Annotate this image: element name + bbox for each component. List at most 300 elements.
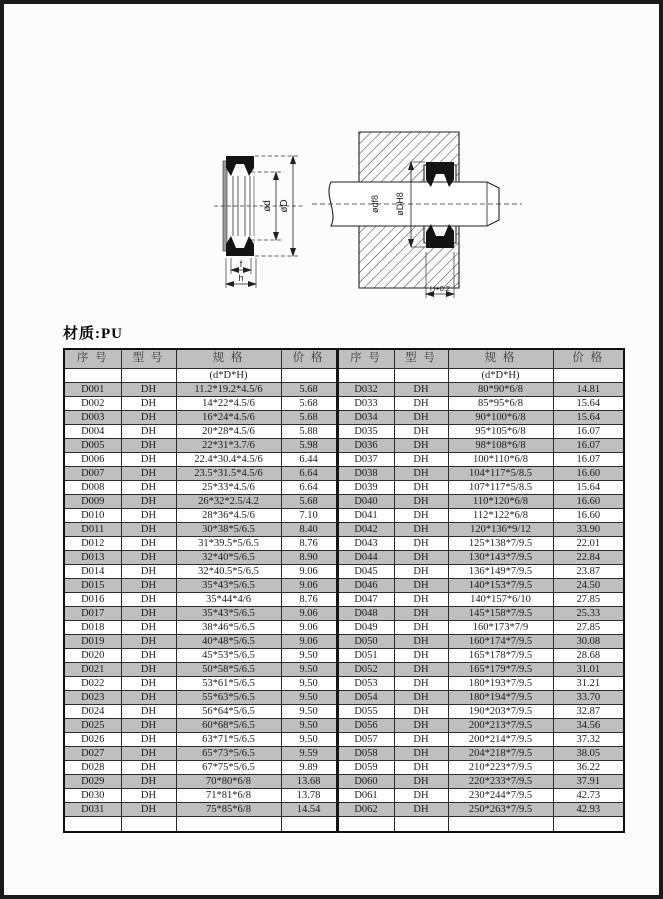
table-cell: 38*46*5/6.5 — [176, 620, 281, 634]
table-cell: 15.64 — [553, 410, 624, 424]
table-cell: DH — [121, 508, 176, 522]
table-cell: 180*194*7/9.5 — [448, 690, 553, 704]
table-cell: D059 — [337, 760, 394, 774]
table-row — [64, 438, 624, 452]
table-cell: 125*138*7/9.5 — [448, 536, 553, 550]
table-cell — [64, 816, 121, 832]
table-cell: 8.76 — [281, 592, 337, 606]
table-cell: 55*63*5/6.5 — [176, 690, 281, 704]
table-row — [64, 382, 624, 396]
table-cell: 5.68 — [281, 382, 337, 396]
table-cell: 22.84 — [553, 550, 624, 564]
empty-cell — [64, 368, 121, 382]
header-spec-right: 规 格 — [448, 349, 553, 368]
table-cell: 70*80*6/8 — [176, 774, 281, 788]
table-cell: D049 — [337, 620, 394, 634]
table-cell: D024 — [64, 704, 121, 718]
table-cell: DH — [121, 648, 176, 662]
table-cell: 45*53*5/6.5 — [176, 648, 281, 662]
table-cell: D036 — [337, 438, 394, 452]
table-cell: DH — [121, 578, 176, 592]
table-cell — [448, 816, 553, 832]
table-cell: 5.68 — [281, 396, 337, 410]
seal-diagram — [194, 94, 534, 319]
table-cell: DH — [121, 606, 176, 620]
table-cell: 40*48*5/6.5 — [176, 634, 281, 648]
table-cell: 98*108*6/8 — [448, 438, 553, 452]
table-cell: D012 — [64, 536, 121, 550]
table-cell: DH — [121, 774, 176, 788]
table-cell: 160*174*7/9.5 — [448, 634, 553, 648]
table-cell: 53*61*5/6.5 — [176, 676, 281, 690]
table-cell: D030 — [64, 788, 121, 802]
seal-assembly-view — [312, 132, 522, 298]
table-cell: DH — [394, 592, 448, 606]
seal-cross-section — [214, 156, 304, 288]
table-cell: DH — [394, 690, 448, 704]
table-cell: D037 — [337, 452, 394, 466]
table-cell: DH — [121, 718, 176, 732]
table-row — [64, 802, 624, 816]
table-cell: D004 — [64, 424, 121, 438]
table-row — [64, 536, 624, 550]
table-cell: 95*105*6/8 — [448, 424, 553, 438]
table-cell: DH — [394, 648, 448, 662]
table-cell: 165*179*7/9.5 — [448, 662, 553, 676]
table-cell: DH — [121, 382, 176, 396]
table-cell: 56*64*5/6.5 — [176, 704, 281, 718]
table-cell: 30*38*5/6.5 — [176, 522, 281, 536]
table-cell: 120*136*9/12 — [448, 522, 553, 536]
table-cell: D007 — [64, 466, 121, 480]
table-cell: 28.68 — [553, 648, 624, 662]
table-row — [64, 480, 624, 494]
table-row — [64, 424, 624, 438]
table-cell: D047 — [337, 592, 394, 606]
table-cell: D033 — [337, 396, 394, 410]
table-cell: 35*43*5/6.5 — [176, 606, 281, 620]
table-cell: 8.90 — [281, 550, 337, 564]
table-cell: 36.22 — [553, 760, 624, 774]
table-cell: DH — [394, 396, 448, 410]
table-row — [64, 592, 624, 606]
table-cell: 50*58*5/6.5 — [176, 662, 281, 676]
table-cell: D051 — [337, 648, 394, 662]
table-cell: 65*73*5/6.5 — [176, 746, 281, 760]
price-table — [63, 348, 625, 833]
table-cell: D053 — [337, 676, 394, 690]
table-cell: DH — [121, 676, 176, 690]
label-groove-depth: H+0.2 — [429, 284, 451, 293]
table-cell: 31.01 — [553, 662, 624, 676]
table-cell: D026 — [64, 732, 121, 746]
table-cell: D019 — [64, 634, 121, 648]
table-cell: 32*40.5*5/6.5 — [176, 564, 281, 578]
table-cell — [281, 816, 337, 832]
table-cell: 9.06 — [281, 620, 337, 634]
table-cell: 250*263*7/9.5 — [448, 802, 553, 816]
table-cell: 23.87 — [553, 564, 624, 578]
table-cell: 23.5*31.5*4.5/6 — [176, 466, 281, 480]
table-cell: 13.68 — [281, 774, 337, 788]
table-cell: DH — [394, 522, 448, 536]
table-cell: D003 — [64, 410, 121, 424]
table-cell: DH — [394, 732, 448, 746]
table-cell: 27.85 — [553, 592, 624, 606]
table-row — [64, 760, 624, 774]
table-cell: 26*32*2.5/4.2 — [176, 494, 281, 508]
table-cell: 11.2*19.2*4.5/6 — [176, 382, 281, 396]
label-outer-diameter: øD — [279, 199, 290, 213]
table-row — [64, 816, 624, 832]
table-cell: 22.01 — [553, 536, 624, 550]
table-cell: 107*117*5/8.5 — [448, 480, 553, 494]
table-cell: DH — [394, 718, 448, 732]
table-cell: 31*39.5*5/6.5 — [176, 536, 281, 550]
table-cell: 9.50 — [281, 732, 337, 746]
table-cell: 145*158*7/9.5 — [448, 606, 553, 620]
table-cell: D061 — [337, 788, 394, 802]
table-cell: 85*95*6/8 — [448, 396, 553, 410]
table-cell: DH — [121, 732, 176, 746]
table-cell: DH — [394, 578, 448, 592]
table-cell: 90*100*6/8 — [448, 410, 553, 424]
table-cell: D032 — [337, 382, 394, 396]
table-cell: DH — [394, 382, 448, 396]
table-cell: DH — [394, 466, 448, 480]
table-cell: 15.64 — [553, 396, 624, 410]
table-cell: 75*85*6/8 — [176, 802, 281, 816]
table-cell: 20*28*4.5/6 — [176, 424, 281, 438]
table-cell: D052 — [337, 662, 394, 676]
table-cell: D006 — [64, 452, 121, 466]
table-cell: 16.60 — [553, 466, 624, 480]
table-cell: 35*44*4/6 — [176, 592, 281, 606]
table-cell: DH — [394, 564, 448, 578]
table-cell: 42.73 — [553, 788, 624, 802]
table-cell: 110*120*6/8 — [448, 494, 553, 508]
empty-cell — [281, 368, 337, 382]
table-cell: 31.21 — [553, 676, 624, 690]
table-cell: 28*36*4.5/6 — [176, 508, 281, 522]
table-cell — [394, 816, 448, 832]
table-cell: D038 — [337, 466, 394, 480]
table-cell: 32*40*5/6.5 — [176, 550, 281, 564]
header-spec-left: 规 格 — [176, 349, 281, 368]
table-cell: 60*68*5/6.5 — [176, 718, 281, 732]
table-cell: D010 — [64, 508, 121, 522]
table-row — [64, 550, 624, 564]
table-cell: D043 — [337, 536, 394, 550]
table-cell: 204*218*7/9.5 — [448, 746, 553, 760]
label-inner-diameter-icon: ød — [262, 200, 273, 212]
table-cell: DH — [121, 536, 176, 550]
table-cell: D011 — [64, 522, 121, 536]
table-cell: 9.50 — [281, 676, 337, 690]
empty-cell — [394, 368, 448, 382]
table-cell: 16.07 — [553, 452, 624, 466]
table-cell: DH — [394, 802, 448, 816]
table-cell: 80*90*6/8 — [448, 382, 553, 396]
table-cell: 130*143*7/9.5 — [448, 550, 553, 564]
table-cell: DH — [394, 480, 448, 494]
table-cell: D054 — [337, 690, 394, 704]
table-cell: DH — [121, 802, 176, 816]
price-table-body — [64, 382, 624, 832]
table-cell: 7.10 — [281, 508, 337, 522]
table-cell: D014 — [64, 564, 121, 578]
table-cell: 24.50 — [553, 578, 624, 592]
table-cell: DH — [121, 564, 176, 578]
table-cell: DH — [394, 704, 448, 718]
table-cell: DH — [121, 494, 176, 508]
table-cell: DH — [394, 452, 448, 466]
table-cell: D041 — [337, 508, 394, 522]
table-cell: DH — [121, 466, 176, 480]
table-cell: DH — [394, 606, 448, 620]
table-cell: 9.06 — [281, 606, 337, 620]
table-cell: 136*149*7/9.5 — [448, 564, 553, 578]
table-cell: 9.50 — [281, 690, 337, 704]
table-cell: D022 — [64, 676, 121, 690]
table-row — [64, 466, 624, 480]
table-cell: D017 — [64, 606, 121, 620]
table-row — [64, 718, 624, 732]
subheader-spec-unit-right: (d*D*H) — [448, 368, 553, 382]
table-cell: 6.64 — [281, 480, 337, 494]
table-row — [64, 704, 624, 718]
table-cell: 5.98 — [281, 438, 337, 452]
table-cell: DH — [394, 662, 448, 676]
table-cell: 27.85 — [553, 620, 624, 634]
table-cell: D055 — [337, 704, 394, 718]
table-cell: DH — [394, 424, 448, 438]
table-cell: DH — [121, 662, 176, 676]
table-cell: 8.76 — [281, 536, 337, 550]
material-title: 材质:PU — [63, 326, 123, 342]
table-row — [64, 522, 624, 536]
table-cell: DH — [394, 746, 448, 760]
label-f: f — [239, 259, 243, 269]
header-model-left: 型 号 — [121, 349, 176, 368]
table-cell: 71*81*6/8 — [176, 788, 281, 802]
table-cell: DH — [394, 620, 448, 634]
table-row — [64, 732, 624, 746]
table-cell: 100*110*6/8 — [448, 452, 553, 466]
table-cell: 37.91 — [553, 774, 624, 788]
empty-cell — [337, 368, 394, 382]
table-row — [64, 662, 624, 676]
table-cell: D048 — [337, 606, 394, 620]
table-cell: 38.05 — [553, 746, 624, 760]
table-cell: 67*75*5/6.5 — [176, 760, 281, 774]
table-cell: D040 — [337, 494, 394, 508]
table-cell: D062 — [337, 802, 394, 816]
table-cell: 200*214*7/9.5 — [448, 732, 553, 746]
table-row — [64, 508, 624, 522]
table-row — [64, 396, 624, 410]
table-cell: 9.06 — [281, 578, 337, 592]
table-cell: DH — [121, 690, 176, 704]
table-cell: D020 — [64, 648, 121, 662]
table-cell: D034 — [337, 410, 394, 424]
table-cell: D023 — [64, 690, 121, 704]
table-cell: 9.50 — [281, 704, 337, 718]
table-cell: 165*178*7/9.5 — [448, 648, 553, 662]
table-cell: D001 — [64, 382, 121, 396]
table-cell: 9.50 — [281, 648, 337, 662]
table-cell: 16*24*4.5/6 — [176, 410, 281, 424]
table-cell: D050 — [337, 634, 394, 648]
table-cell: DH — [394, 788, 448, 802]
table-cell: 8.40 — [281, 522, 337, 536]
table-cell: 13.78 — [281, 788, 337, 802]
table-row — [64, 634, 624, 648]
table-cell: 6.44 — [281, 452, 337, 466]
table-cell: D045 — [337, 564, 394, 578]
table-cell: D005 — [64, 438, 121, 452]
table-cell: 15.64 — [553, 480, 624, 494]
table-row — [64, 606, 624, 620]
table-cell: DH — [394, 410, 448, 424]
empty-cell — [121, 368, 176, 382]
header-model-right: 型 号 — [394, 349, 448, 368]
table-subheader-row — [64, 368, 624, 382]
table-cell: D044 — [337, 550, 394, 564]
table-cell: DH — [121, 746, 176, 760]
table-cell: D015 — [64, 578, 121, 592]
table-cell: 112*122*6/8 — [448, 508, 553, 522]
table-cell: DH — [394, 550, 448, 564]
table-cell: D058 — [337, 746, 394, 760]
table-cell: 16.07 — [553, 438, 624, 452]
table-cell — [176, 816, 281, 832]
table-cell: DH — [121, 452, 176, 466]
table-cell: DH — [121, 396, 176, 410]
table-row — [64, 746, 624, 760]
table-row — [64, 690, 624, 704]
header-price-right: 价 格 — [553, 349, 624, 368]
table-cell: DH — [394, 536, 448, 550]
table-row — [64, 578, 624, 592]
table-cell: 35*43*5/6.5 — [176, 578, 281, 592]
table-cell: D057 — [337, 732, 394, 746]
table-row — [64, 620, 624, 634]
table-row — [64, 788, 624, 802]
table-cell: DH — [394, 760, 448, 774]
table-row — [64, 452, 624, 466]
table-cell: DH — [121, 550, 176, 564]
table-cell: 200*213*7/9.5 — [448, 718, 553, 732]
table-row — [64, 676, 624, 690]
table-cell: 30.08 — [553, 634, 624, 648]
table-cell: 5.88 — [281, 424, 337, 438]
table-cell: 9.89 — [281, 760, 337, 774]
table-cell: 6.64 — [281, 466, 337, 480]
table-cell — [121, 816, 176, 832]
table-cell: DH — [121, 592, 176, 606]
table-row — [64, 494, 624, 508]
table-cell: DH — [121, 788, 176, 802]
table-cell: DH — [121, 438, 176, 452]
table-cell: DH — [121, 704, 176, 718]
table-cell: 22.4*30.4*4.5/6 — [176, 452, 281, 466]
table-cell: 160*173*7/9 — [448, 620, 553, 634]
table-cell: 180*193*7/9.5 — [448, 676, 553, 690]
table-cell: D013 — [64, 550, 121, 564]
table-cell: 22*31*3.7/6 — [176, 438, 281, 452]
table-cell: D031 — [64, 802, 121, 816]
table-cell: D035 — [337, 424, 394, 438]
table-cell: 140*153*7/9.5 — [448, 578, 553, 592]
table-cell: D046 — [337, 578, 394, 592]
table-row — [64, 774, 624, 788]
table-cell: D029 — [64, 774, 121, 788]
label-h: h — [238, 273, 244, 283]
header-serial-right: 序 号 — [337, 349, 394, 368]
table-cell: 33.90 — [553, 522, 624, 536]
table-cell: 220*233*7/9.5 — [448, 774, 553, 788]
table-cell: 14.81 — [553, 382, 624, 396]
table-cell: D009 — [64, 494, 121, 508]
table-cell: D021 — [64, 662, 121, 676]
header-serial-left: 序 号 — [64, 349, 121, 368]
table-cell: DH — [394, 634, 448, 648]
table-cell: 230*244*7/9.5 — [448, 788, 553, 802]
table-cell: DH — [121, 480, 176, 494]
table-cell: DH — [121, 410, 176, 424]
label-shaft-diameter: ødf8 — [370, 194, 380, 214]
table-cell: DH — [394, 508, 448, 522]
table-cell: 14*22*4.5/6 — [176, 396, 281, 410]
table-cell: 33.70 — [553, 690, 624, 704]
empty-cell — [553, 368, 624, 382]
table-cell: DH — [394, 676, 448, 690]
table-cell: 32.87 — [553, 704, 624, 718]
table-cell: DH — [121, 620, 176, 634]
table-row — [64, 410, 624, 424]
table-cell: DH — [394, 774, 448, 788]
table-cell: DH — [394, 494, 448, 508]
table-cell: D002 — [64, 396, 121, 410]
table-cell: 9.59 — [281, 746, 337, 760]
table-cell — [553, 816, 624, 832]
table-cell: D025 — [64, 718, 121, 732]
table-cell: 25*33*4.5/6 — [176, 480, 281, 494]
table-cell: 16.60 — [553, 508, 624, 522]
table-cell: D060 — [337, 774, 394, 788]
table-cell: 63*71*5/6.5 — [176, 732, 281, 746]
table-cell: D018 — [64, 620, 121, 634]
table-cell: 9.06 — [281, 564, 337, 578]
table-cell: 210*223*7/9.5 — [448, 760, 553, 774]
table-cell: 9.50 — [281, 718, 337, 732]
table-row — [64, 648, 624, 662]
table-cell — [337, 816, 394, 832]
table-cell: 37.32 — [553, 732, 624, 746]
table-cell: DH — [121, 634, 176, 648]
table-cell: 14.54 — [281, 802, 337, 816]
table-header-row — [64, 349, 624, 368]
table-cell: 9.06 — [281, 634, 337, 648]
table-cell: D056 — [337, 718, 394, 732]
table-cell: 104*117*5/8.5 — [448, 466, 553, 480]
table-row — [64, 564, 624, 578]
table-cell: 16.07 — [553, 424, 624, 438]
table-cell: D016 — [64, 592, 121, 606]
table-cell: 25.33 — [553, 606, 624, 620]
table-cell: D027 — [64, 746, 121, 760]
